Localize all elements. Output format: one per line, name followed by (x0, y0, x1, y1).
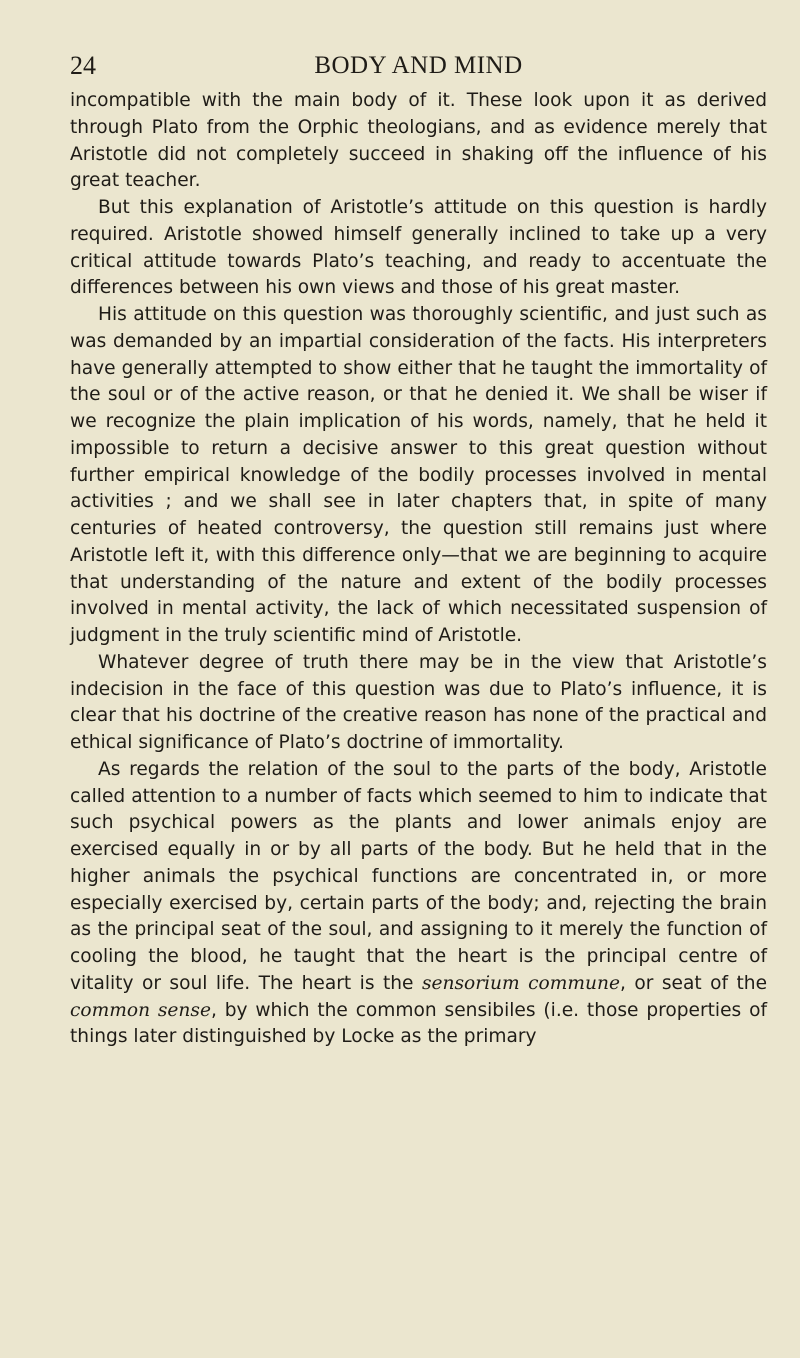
paragraph-text: , by which the common sensibiles (i.e. those properties of things later distinguished by Locke as the primary (70, 999, 767, 1048)
italic-term: common sense (70, 999, 211, 1021)
paragraph-text: As regards the relation of the soul to the parts of the body, Aristotle called attention to a number of facts which seemed to him to indicate that such psychical powers as the plants and lower animals enjoy are exercised equally in or by all parts of the body. But he held that in the higher animals the psychical functions are concentrated in, or more especially exercised by, certain parts of the body; and, rejecting the brain as the principal seat of the soul, and assigning to it merely the function of cooling the blood, he taught that the heart is the principal centre of vitality or soul life. The heart is the (70, 758, 767, 994)
body-text (70, 88, 767, 1051)
paragraph: Whatever degree of truth there may be in the view that Aristotle’s indecision in the face of this question was due to Plato’s influence, it is clear that his doctrine of the creative reason has none of the practical and ethical significance of Plato’s doctrine of immortality. (70, 651, 767, 753)
page-header (70, 52, 767, 88)
paragraph: But this explanation of Aristotle’s attitude on this question is hardly required. Aristotle showed himself generally inclined to take up a very critical attitude towards Plato’s teaching, and ready to accentuate the differences between his own views and those of his great master. (70, 197, 767, 299)
italic-term: sensorium commune (421, 972, 620, 994)
paragraph (70, 757, 767, 1051)
page-number: 24 (70, 51, 96, 80)
running-head: BODY AND MIND (314, 52, 523, 79)
paragraph-text: , or seat of the (619, 972, 768, 994)
paragraph: incompatible with the main body of it. These look upon it as derived through Plato from the Orphic theologians, and as evidence merely that Aristotle did not completely succeed in shaking off the influence of his great teacher. (70, 90, 767, 192)
paragraph: His attitude on this question was thoroughly scientific, and just such as was demanded by an impartial consideration of the facts. His interpreters have generally attempted to show either that he taught the immortality of the soul or of the active reason, or that he denied it. We shall be wiser if we recognize the plain implication of his words, namely, that he held it impossible to return a decisive answer to this great question without further empirical knowledge of the bodily processes involved in mental activities ; and we shall see in later chapters that, in spite of many centuries of heated controversy, the question still remains just where Aristotle left it, with this difference only—that we are beginning to acquire that understanding of the nature and extent of the bodily processes involved in mental activity, the lack of which necessitated suspension of judgment in the truly scientific mind of Aristotle. (70, 304, 767, 646)
